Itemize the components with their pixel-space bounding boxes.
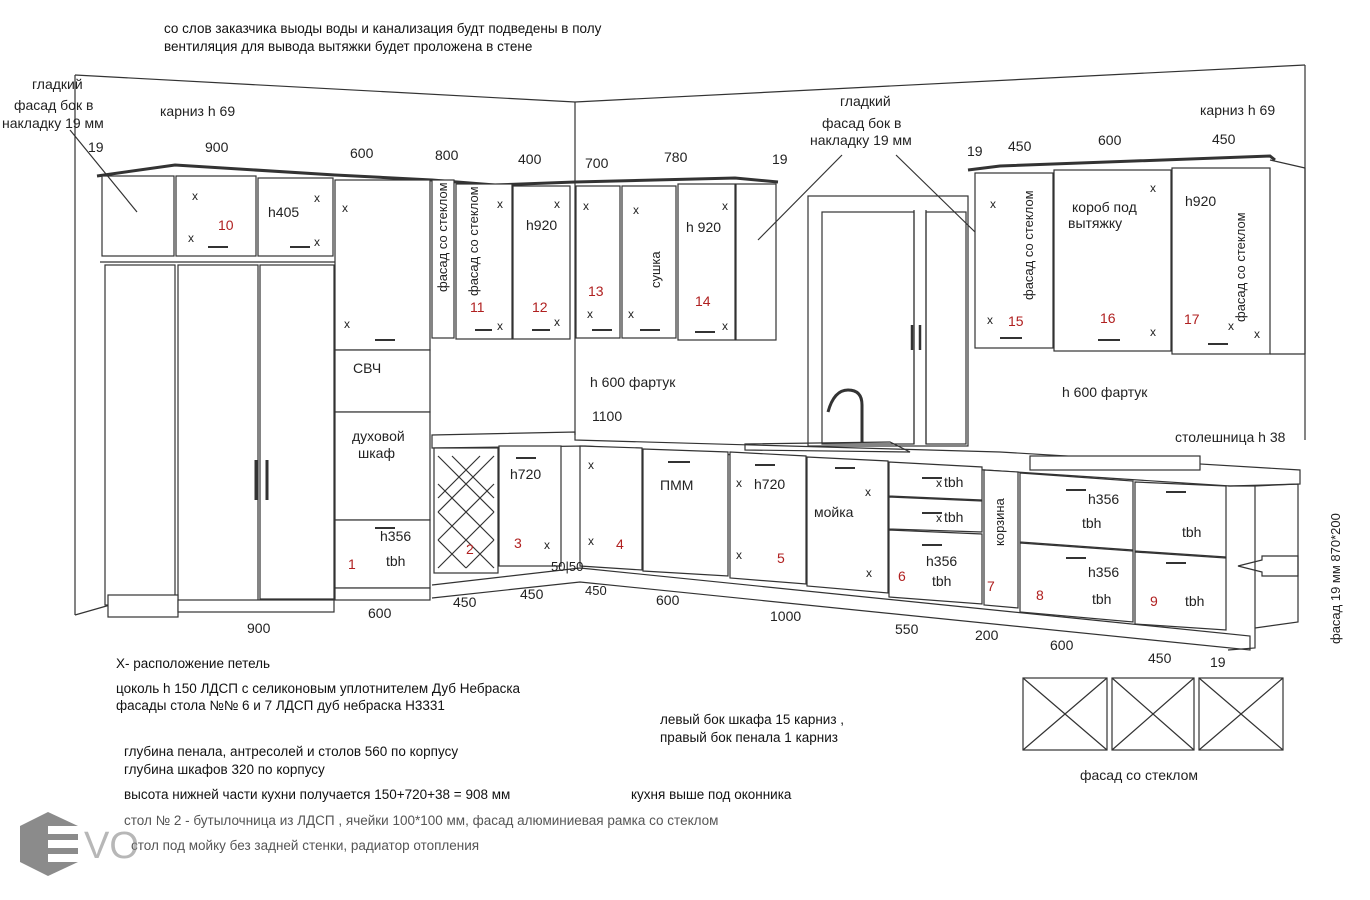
note-above-sill: кухня выше под оконника — [631, 787, 792, 802]
dim-top-600b: 600 — [1098, 132, 1122, 148]
glass-facade-legend — [1023, 678, 1283, 750]
lower-h720b: h720 — [754, 476, 786, 492]
lower-tbh-5: tbh — [1092, 591, 1112, 607]
hood-box-1: короб под — [1072, 199, 1137, 215]
pmm-label: ПММ — [660, 477, 694, 493]
note-hinges: Х- расположение петель — [116, 656, 271, 671]
upper-h920c: h920 — [1185, 193, 1217, 209]
cab-num-7: 7 — [987, 578, 995, 594]
lower-tbh-3: tbh — [932, 573, 952, 589]
lower-h356b: h356 — [926, 553, 958, 569]
note-height: высота нижней части кухни получается 150+720+38 = 908 мм — [124, 787, 511, 802]
lower-h356d: h356 — [1088, 564, 1120, 580]
dim-bottom-550: 550 — [895, 621, 919, 637]
callout-left-2: фасад бок в — [14, 97, 94, 113]
svg-text:x: x — [583, 199, 589, 213]
cab-num-3: 3 — [514, 535, 522, 551]
worktop-label: столешница h 38 — [1175, 429, 1286, 445]
note-left-side: левый бок шкафа 15 карниз , — [660, 712, 845, 727]
dim-top-19a: 19 — [88, 139, 104, 155]
legend-glass-label: фасад со стеклом — [1080, 767, 1199, 783]
lower-tbh-1: tbh — [944, 474, 964, 490]
cab-num-5: 5 — [777, 550, 785, 566]
svg-text:x: x — [990, 197, 996, 211]
svg-text:x: x — [497, 319, 503, 333]
backsplash-right: h 600 фартук — [1062, 384, 1148, 400]
svg-text:x: x — [865, 485, 871, 499]
note-right-side: правый бок пенала 1 карниз — [660, 730, 838, 745]
glass-label-4: фасад со стеклом — [1233, 212, 1248, 322]
svg-text:x: x — [1254, 327, 1260, 341]
dim-bottom-200: 200 — [975, 627, 999, 643]
note-sink-table: стол под мойку без задней стенки, радиатор отопления — [131, 838, 480, 853]
svg-text:x: x — [866, 566, 872, 580]
dim-bottom-450c: 450 — [585, 583, 607, 598]
dim-top-600: 600 — [350, 145, 374, 161]
sink-label: мойка — [814, 504, 854, 520]
lower-h720a: h720 — [510, 466, 542, 482]
svg-text:x: x — [587, 307, 593, 321]
cab-num-14: 14 — [695, 293, 711, 309]
svg-text:x: x — [342, 201, 348, 215]
callout-left-3: накладку 19 мм — [2, 115, 104, 131]
lower-h356a: h356 — [380, 528, 412, 544]
cab-num-8: 8 — [1036, 587, 1044, 603]
backsplash-left: h 600 фартук — [590, 374, 676, 390]
logo-text: VO — [84, 825, 139, 867]
svg-text:x: x — [188, 231, 194, 245]
lower-cabinets-left — [434, 446, 561, 573]
svg-text:x: x — [588, 534, 594, 548]
dim-top-450b: 450 — [1212, 131, 1236, 147]
dim-bottom-19: 19 — [1210, 654, 1226, 670]
dim-1100: 1100 — [592, 408, 623, 424]
cab-num-2: 2 — [466, 541, 474, 557]
lower-tbh-2: tbh — [944, 509, 964, 525]
cab-num-9: 9 — [1150, 593, 1158, 609]
cab-num-13: 13 — [588, 283, 604, 299]
dim-top-19c: 19 — [967, 143, 983, 159]
cab-num-4: 4 — [616, 536, 624, 552]
glass-label-2: фасад со стеклом — [466, 186, 481, 296]
cornice-left-label: карниз h 69 — [160, 103, 236, 119]
cab-num-12: 12 — [532, 299, 548, 315]
svg-text:x: x — [497, 197, 503, 211]
evo-logo — [18, 808, 158, 880]
side-facade-note: фасад 19 мм 870*200 — [1328, 513, 1343, 644]
svg-text:x: x — [588, 458, 594, 472]
note-depth-2: глубина шкафов 320 по корпусу — [124, 762, 325, 777]
svg-text:x: x — [936, 511, 942, 525]
svg-text:x: x — [722, 319, 728, 333]
microwave-label: СВЧ — [353, 360, 382, 376]
dim-bottom-1000: 1000 — [770, 608, 802, 624]
dim-bottom-450d: 450 — [1148, 650, 1172, 666]
cab-num-17: 17 — [1184, 311, 1200, 327]
cornice-right-label: карниз h 69 — [1200, 102, 1276, 118]
callout-right-3: накладку 19 мм — [810, 132, 912, 148]
dim-bottom-600: 600 — [368, 605, 392, 621]
window — [808, 196, 968, 446]
svg-text:x: x — [314, 191, 320, 205]
callout-right-1: гладкий — [840, 93, 891, 109]
svg-text:x: x — [936, 476, 942, 490]
lower-h356c: h356 — [1088, 491, 1120, 507]
dim-top-780: 780 — [664, 149, 688, 165]
dryer-label: сушка — [648, 251, 663, 288]
cab-num-11: 11 — [470, 299, 485, 315]
svg-text:x: x — [314, 235, 320, 249]
dim-top-900: 900 — [205, 139, 229, 155]
svg-text:x: x — [1150, 325, 1156, 339]
glass-label-1: фасад со стеклом — [435, 182, 450, 292]
dim-bottom-900: 900 — [247, 620, 271, 636]
header-line-2: вентиляция для вывода вытяжки будет проложена в стене — [164, 39, 533, 54]
cab-num-1: 1 — [348, 556, 356, 572]
cab-num-6: 6 — [898, 568, 906, 584]
svg-text:x: x — [1150, 181, 1156, 195]
header-line-1: со слов заказчика выоды воды и канализация будт подведены в полу — [164, 21, 602, 36]
dim-top-400: 400 — [518, 151, 542, 167]
oven-label-1: духовой — [352, 428, 405, 444]
lower-tbh-6: tbh — [1182, 524, 1202, 540]
svg-text:x: x — [633, 203, 639, 217]
lower-tbh-a: tbh — [386, 553, 406, 569]
glass-label-3: фасад со стеклом — [1021, 190, 1036, 300]
hood-box-2: вытяжку — [1068, 215, 1123, 231]
dim-bottom-600b: 600 — [656, 592, 680, 608]
tall-cabinet-left — [100, 176, 335, 617]
svg-text:x: x — [544, 538, 550, 552]
lower-tbh-4: tbh — [1082, 515, 1102, 531]
cab-num-15: 15 — [1008, 313, 1024, 329]
dim-bottom-600c: 600 — [1050, 637, 1074, 653]
dim-top-19b: 19 — [772, 151, 788, 167]
dim-5050: 50|50 — [551, 559, 584, 574]
note-facades: фасады стола №№ 6 и 7 ЛДСП дуб небраска Н3331 — [116, 698, 445, 713]
cab-num-16: 16 — [1100, 310, 1116, 326]
callout-right-2: фасад бок в — [822, 115, 902, 131]
svg-text:x: x — [722, 199, 728, 213]
note-table-2: стол № 2 - бутылочница из ЛДСП , ячейки 100*100 мм, фасад алюминиевая рамка со стеклом — [124, 813, 719, 828]
svg-text:x: x — [554, 197, 560, 211]
note-plinth: цоколь h 150 ЛДСП с селиконовым уплотнителем Дуб Небраска — [116, 681, 521, 696]
lower-tbh-7: tbh — [1185, 593, 1205, 609]
oven-label-2: шкаф — [358, 445, 395, 461]
dim-top-700: 700 — [585, 155, 609, 171]
svg-text:x: x — [736, 476, 742, 490]
upper-h920b: h 920 — [686, 219, 722, 235]
upper-h920a: h920 — [526, 217, 558, 233]
note-depth-1: глубина пенала, антресолей и столов 560 по корпусу — [124, 744, 459, 759]
svg-text:x: x — [344, 317, 350, 331]
dim-top-800: 800 — [435, 147, 459, 163]
upper-cabinets-corner — [576, 184, 776, 340]
svg-text:x: x — [987, 313, 993, 327]
upper-h405: h405 — [268, 204, 300, 220]
dim-bottom-450b: 450 — [520, 586, 544, 602]
svg-text:x: x — [628, 307, 634, 321]
cab-num-10: 10 — [218, 217, 234, 233]
callout-left-1: гладкий — [32, 76, 83, 92]
svg-text:x: x — [736, 548, 742, 562]
svg-text:x: x — [1228, 319, 1234, 333]
dim-bottom-450a: 450 — [453, 594, 477, 610]
basket-label: корзина — [992, 498, 1007, 546]
svg-text:x: x — [192, 189, 198, 203]
dim-top-450a: 450 — [1008, 138, 1032, 154]
svg-text:x: x — [554, 315, 560, 329]
